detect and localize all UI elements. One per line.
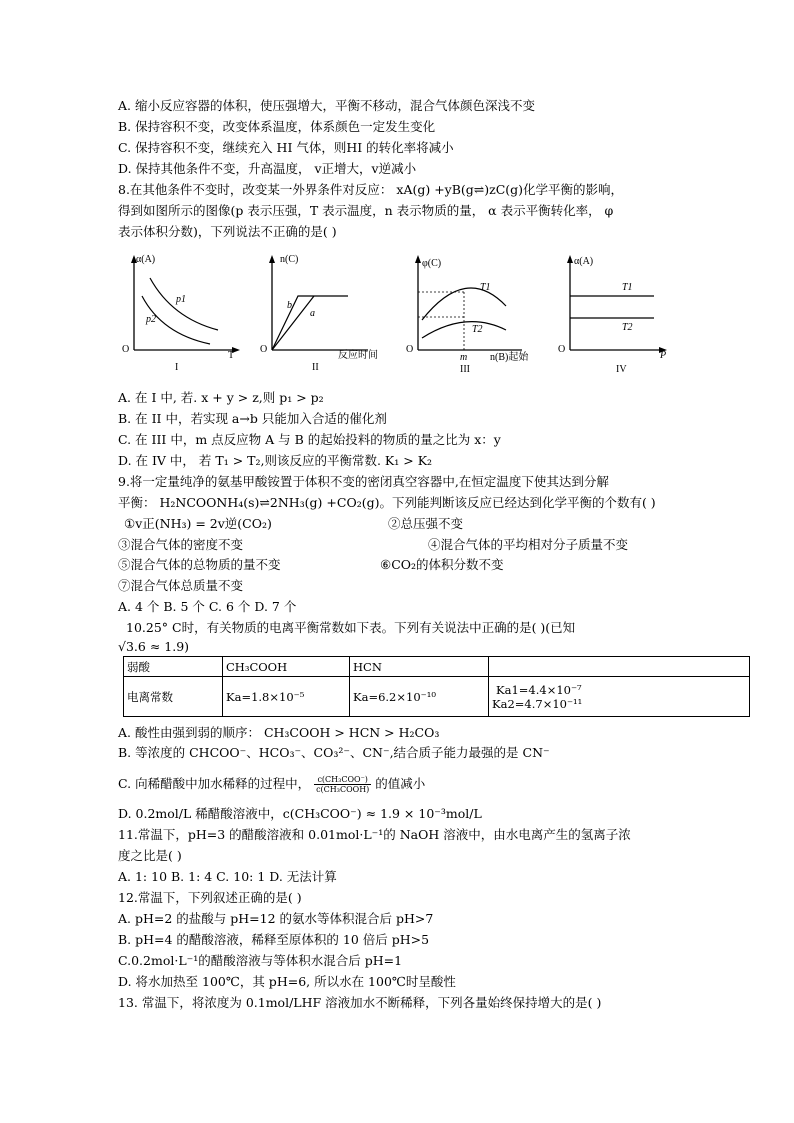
q10-option-c-post: 的值减小 bbox=[375, 776, 426, 791]
figure-iv-svg bbox=[556, 252, 686, 374]
figure-iv-xlabel: P bbox=[660, 350, 667, 361]
table-constant-row bbox=[124, 677, 750, 717]
q10-option-a: A. 酸性由强到弱的顺序： CH₃COOH > HCN > H₂CO₃ bbox=[118, 725, 440, 740]
row-label-ionization-constant: 电离常数 bbox=[124, 677, 223, 717]
q12-option-b: B. pH=4 的醋酸溶液，稀释至原体积的 10 倍后 pH>5 bbox=[118, 932, 430, 947]
q9-item-5: ⑤混合气体的总物质的量不变 bbox=[118, 557, 281, 572]
q9-stem-line1: 9.将一定量纯净的氨基甲酸铵置于体积不变的密闭真空容器中,在恒定温度下使其达到分解 bbox=[118, 474, 609, 489]
q7-option-b: B. 保持容积不变，改变体系温度，体系颜色一定发生变化 bbox=[118, 119, 436, 134]
figure-i-origin: O bbox=[122, 344, 130, 355]
q7-option-d: D. 保持其他条件不变，升高温度， v正增大，v逆减小 bbox=[118, 161, 417, 176]
q8-option-d: D. 在 IV 中， 若 T₁ > T₂,则该反应的平衡常数. K₁ > K₂ bbox=[118, 453, 433, 468]
figure-iii-origin: O bbox=[406, 344, 414, 355]
figure-ii-line-b bbox=[272, 296, 348, 350]
figure-iv-caption: IV bbox=[616, 364, 627, 375]
figure-ii-xlabel: 反应时间 bbox=[338, 350, 378, 361]
figure-ii-y-arrow bbox=[269, 255, 275, 263]
table-header-row bbox=[124, 657, 750, 677]
q8-stem-line1: 8.在其他条件不变时，改变某一外界条件对反应： xA(g) +yB(g⇌)zC(g)化学平衡的影响， bbox=[118, 182, 624, 197]
figure-iii-xlabel: n(B)起始 bbox=[490, 352, 529, 363]
ka1-h2co3: Ka1=4.4×10⁻⁷ bbox=[496, 682, 582, 697]
q10-stem-line1: 10.25° C时，有关物质的电离平衡常数如下表。下列有关说法中正确的是( )(已知 bbox=[126, 620, 576, 635]
q9-item-7: ⑦混合气体总质量不变 bbox=[118, 578, 244, 593]
q9-item-1: ①v正(NH₃) = 2v逆(CO₂) bbox=[124, 516, 272, 531]
ka-hcn: Ka=6.2×10⁻¹⁰ bbox=[350, 677, 489, 717]
q12-option-d: D. 将水加热至 100℃，其 pH=6, 所以水在 100℃时呈酸性 bbox=[118, 974, 456, 989]
q8-option-a: A. 在 I 中, 若. x + y > z,则 p₁ > p₂ bbox=[118, 390, 324, 405]
fraction-numerator: c(CH₃COO⁻) bbox=[314, 775, 371, 785]
figure-ii-label-a: a bbox=[310, 308, 315, 319]
q10-option-b: B. 等浓度的 CHCOO⁻、HCO₃⁻、CO₃²⁻、CN⁻,结合质子能力最强的是 CN⁻ bbox=[118, 745, 550, 760]
q8-stem-line3: 表示体积分数)，下列说法不正确的是( ) bbox=[118, 224, 337, 239]
header-h2co3 bbox=[489, 657, 750, 677]
figure-iii-ylabel: φ(C) bbox=[422, 258, 442, 269]
figure-iv bbox=[556, 252, 686, 377]
q8-stem-line2: 得到如图所示的图像(p 表示压强，T 表示温度，n 表示物质的量， α 表示平衡转化率， φ bbox=[118, 203, 614, 218]
figure-i-svg bbox=[120, 252, 250, 374]
q13-stem: 13. 常温下，将浓度为 0.1mol/LHF 溶液加水不断稀释，下列各量始终保持增大的是( ) bbox=[118, 995, 602, 1010]
q10-option-c bbox=[118, 775, 425, 794]
figure-i-ylabel: α(A) bbox=[136, 254, 156, 265]
q11-stem-line2: 度之比是( ) bbox=[118, 848, 182, 863]
figure-iii-svg bbox=[404, 252, 544, 374]
figure-iv-ylabel: α(A) bbox=[574, 256, 594, 267]
figure-iii-label-t2: T2 bbox=[472, 324, 483, 335]
figure-iii-y-arrow bbox=[415, 255, 421, 263]
figure-iv-origin: O bbox=[558, 344, 566, 355]
figure-iii-caption: III bbox=[460, 364, 470, 375]
figure-ii-line-a bbox=[272, 296, 314, 350]
figure-i-xlabel: T bbox=[228, 350, 235, 361]
figure-iii bbox=[404, 252, 544, 377]
q9-stem-line2: 平衡： H₂NCOONH₄(s)⇌2NH₃(g) +CO₂(g)。下列能判断该反应已经达到化学平衡的个数有( ) bbox=[118, 495, 656, 510]
q8-option-b: B. 在 II 中，若实现 a→b 只能加入合适的催化剂 bbox=[118, 411, 387, 426]
figure-iv-y-arrow bbox=[567, 255, 573, 263]
q11-choices: A. 1: 10 B. 1: 4 C. 10: 1 D. 无法计算 bbox=[118, 869, 337, 884]
ionization-constant-table bbox=[123, 656, 750, 717]
q11-stem-line1: 11.常温下，pH=3 的醋酸溶液和 0.01mol·L⁻¹的 NaOH 溶液中，由水电离产生的氢离子浓 bbox=[118, 827, 631, 842]
q10-option-d: D. 0.2mol/L 稀醋酸溶液中，c(CH₃COO⁻) ≈ 1.9 × 10⁻³mol/L bbox=[118, 806, 482, 821]
ka-h2co3-cell bbox=[489, 677, 750, 717]
q12-option-a: A. pH=2 的盐酸与 pH=12 的氨水等体积混合后 pH>7 bbox=[118, 911, 434, 926]
q9-item-6: ⑥CO₂的体积分数不变 bbox=[380, 557, 504, 572]
figure-i-label-p1: p1 bbox=[176, 294, 186, 305]
q9-choices: A. 4 个 B. 5 个 C. 6 个 D. 7 个 bbox=[118, 599, 297, 614]
header-weak-acid: 弱酸 bbox=[124, 657, 223, 677]
figure-ii bbox=[258, 252, 398, 377]
figure-iii-mark-m: m bbox=[460, 352, 468, 363]
figure-i-caption: I bbox=[175, 362, 179, 373]
q12-option-c: C.0.2mol·L⁻¹的醋酸溶液与等体积水混合后 pH=1 bbox=[118, 953, 403, 968]
q9-item-3: ③混合气体的密度不变 bbox=[118, 537, 244, 552]
figure-ii-label-b: b bbox=[287, 300, 292, 311]
q7-option-a: A. 缩小反应容器的体积，使压强增大，平衡不移动，混合气体颜色深浅不变 bbox=[118, 98, 535, 113]
figure-ii-origin: O bbox=[260, 344, 268, 355]
ka2-h2co3: Ka2=4.7×10⁻¹¹ bbox=[492, 696, 583, 711]
fraction-denominator: c(CH₃COOH) bbox=[316, 785, 370, 794]
figure-ii-svg bbox=[258, 252, 398, 374]
q9-item-2: ②总压强不变 bbox=[388, 516, 464, 531]
ka-ch3cooh: Ka=1.8×10⁻⁵ bbox=[223, 677, 350, 717]
figure-ii-ylabel: n(C) bbox=[280, 254, 299, 265]
header-hcn: HCN bbox=[350, 657, 489, 677]
q10-option-c-fraction bbox=[314, 775, 371, 794]
q9-item-4: ④混合气体的平均相对分子质量不变 bbox=[428, 537, 629, 552]
figure-iv-label-t1: T1 bbox=[622, 282, 633, 293]
figure-i-label-p2: p2 bbox=[146, 314, 156, 325]
figure-iii-label-t1: T1 bbox=[480, 282, 491, 293]
q10-option-c-pre: C. 向稀醋酸中加水稀释的过程中， bbox=[118, 776, 311, 791]
figure-i bbox=[120, 252, 250, 377]
figure-ii-caption: II bbox=[312, 362, 319, 373]
q8-option-c: C. 在 III 中，m 点反应物 A 与 B 的起始投料的物质的量之比为 x：y bbox=[118, 432, 501, 447]
figure-iv-label-t2: T2 bbox=[622, 322, 633, 333]
q10-stem-line2: √3.6 ≈ 1.9) bbox=[118, 639, 190, 654]
q12-stem: 12.常温下，下列叙述正确的是( ) bbox=[118, 890, 302, 905]
q7-option-c: C. 保持容积不变，继续充入 HI 气体，则HI 的转化率将减小 bbox=[118, 140, 454, 155]
header-ch3cooh: CH₃COOH bbox=[223, 657, 350, 677]
